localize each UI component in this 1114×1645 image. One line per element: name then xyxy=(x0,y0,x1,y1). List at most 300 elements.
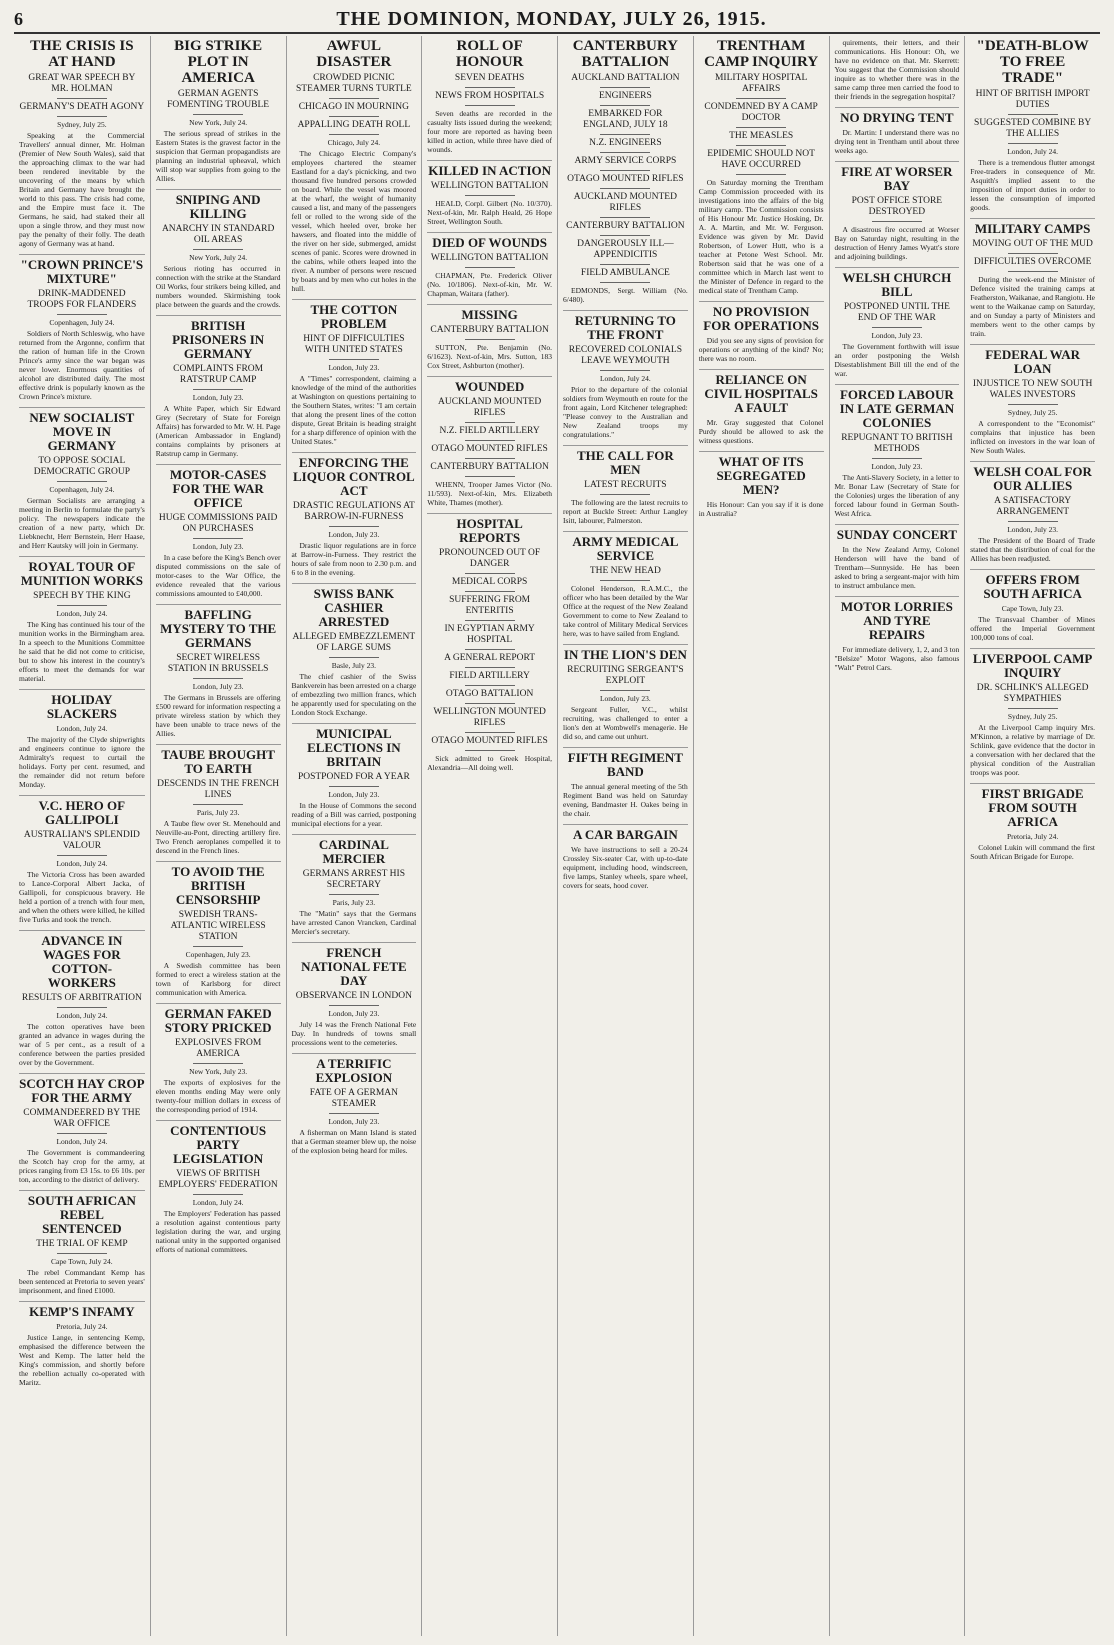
article xyxy=(292,299,417,446)
headline: KILLED IN ACTION xyxy=(428,163,552,178)
headline: BIG STRIKE PLOT IN AMERICA xyxy=(174,38,263,86)
article xyxy=(19,795,145,924)
short-rule xyxy=(57,1007,107,1008)
subheadline: POSTPONED FOR A YEAR xyxy=(297,772,410,782)
article xyxy=(563,445,688,525)
short-rule xyxy=(465,267,515,268)
subheadline: HINT OF DIFFICULTIES WITH UNITED STATES xyxy=(303,334,405,355)
short-rule xyxy=(736,98,786,99)
subheadline: LATEST RECRUITS xyxy=(584,480,667,490)
subheadline: ALLEGED EMBEZZLEMENT OF LARGE SUMS xyxy=(292,632,416,653)
article-divider xyxy=(156,464,281,465)
subheadline: VIEWS OF BRITISH EMPLOYERS' FEDERATION xyxy=(158,1169,278,1190)
article-divider xyxy=(835,107,960,108)
article-body: His Honour: Can you say if it is done in Australia? xyxy=(698,500,824,518)
headline: FRENCH NATIONAL FETE DAY xyxy=(301,945,407,988)
column-3 xyxy=(286,36,422,1636)
masthead xyxy=(14,6,1100,34)
article-body: The "Matin" says that the Germans have arrested Canon Vrancken, Cardinal Mercier's secretary. xyxy=(291,909,417,936)
article-divider xyxy=(970,218,1095,219)
subheadline: EMBARKED FOR ENGLAND, JULY 18 xyxy=(583,109,668,130)
headline: THE CALL FOR MEN xyxy=(576,448,674,477)
article-divider xyxy=(835,267,960,268)
article-body: The serious spread of strikes in the Eastern States is the gravest factor in the suspicion that German propagandists are planning an industrial upheaval, which will stop war supplies from going to the Allies. xyxy=(155,129,281,183)
article-body: WHENN, Trooper James Victor (No. 11/593). Next-of-kin, Mrs. Elizabeth White, Thames (mother). xyxy=(427,480,552,507)
headline: SOUTH AFRICAN REBEL SENTENCED xyxy=(27,1193,136,1236)
article xyxy=(427,38,552,154)
subheadline: DIFFICULTIES OVERCOME xyxy=(973,257,1092,267)
article xyxy=(156,744,281,855)
headline: "DEATH-BLOW TO FREE TRADE" xyxy=(976,38,1089,86)
dateline: London, July 24. xyxy=(56,859,108,868)
headline: NO PROVISION FOR OPERATIONS xyxy=(703,304,819,333)
short-rule xyxy=(736,174,786,175)
article-body: At the Liverpool Camp inquiry Mrs. M'Kinnon, a relative by marriage of Dr. Schlink, gave evidence that the doctor in a conversation with her declared that the physical condition of the Australian troops was poor. xyxy=(970,723,1095,777)
subheadline: DRINK-MADDENED TROOPS FOR FLANDERS xyxy=(27,289,137,310)
subheadline: SWEDISH TRANS-ATLANTIC WIRELESS STATION xyxy=(170,910,266,942)
dateline: London, July 23. xyxy=(1007,525,1059,534)
short-rule xyxy=(193,1063,243,1064)
subheadline: WELLINGTON BATTALION xyxy=(430,181,549,191)
subheadline: WELLINGTON BATTALION xyxy=(430,253,549,263)
article xyxy=(970,783,1095,861)
headline: WHAT OF ITS SEGREGATED MEN? xyxy=(716,454,806,497)
article-divider xyxy=(563,644,688,645)
short-rule xyxy=(57,605,107,606)
headline: MOTOR LORRIES AND TYRE REPAIRS xyxy=(840,599,953,642)
dateline: Cape Town, July 23. xyxy=(1001,604,1064,613)
column-2 xyxy=(150,36,286,1636)
short-rule xyxy=(193,1194,243,1195)
short-rule xyxy=(193,538,243,539)
short-rule xyxy=(465,87,515,88)
short-rule xyxy=(465,476,515,477)
short-rule xyxy=(736,127,786,128)
headline: CARDINAL MERCIER xyxy=(318,837,389,866)
short-rule xyxy=(57,314,107,315)
short-rule xyxy=(1008,114,1058,115)
article xyxy=(563,747,688,818)
article-divider xyxy=(19,689,145,690)
headline: ENFORCING THE LIQUOR CONTROL ACT xyxy=(293,455,415,498)
article-body: The following are the latest recruits to report at Buckle Street: Arthur Langley Isitt, labourer, Palmerston. xyxy=(563,498,688,525)
article-divider xyxy=(970,569,1095,570)
headline: A TERRIFIC EXPLOSION xyxy=(315,1056,393,1085)
article xyxy=(156,1120,281,1254)
headline: THE COTTON PROBLEM xyxy=(310,302,398,331)
article xyxy=(427,513,552,772)
subheadline: CHICAGO IN MOURNING xyxy=(298,102,410,112)
headline: WELSH CHURCH BILL xyxy=(842,270,952,299)
subheadline: FATE OF A GERMAN STEAMER xyxy=(309,1088,398,1109)
article-divider xyxy=(156,604,281,605)
article-divider xyxy=(19,556,145,557)
article-body: Sick admitted to Greek Hospital, Alexandria—All doing well. xyxy=(427,754,552,772)
article-divider xyxy=(699,369,824,370)
short-rule xyxy=(465,339,515,340)
subheadline: THE TRIAL OF KEMP xyxy=(36,1239,128,1249)
subheadline: REPUGNANT TO BRITISH METHODS xyxy=(841,433,953,454)
article-body: The cotton operatives have been granted an advance in wages during the war of 5 per cent., as a result of a conference between the parties presided over by the Government. xyxy=(19,1022,145,1067)
subheadline: MEDICAL CORPS xyxy=(451,577,528,587)
short-rule xyxy=(329,116,379,117)
article xyxy=(156,604,281,738)
subheadline: DANGEROUSLY ILL—APPENDICITIS xyxy=(577,239,674,260)
headline: AWFUL DISASTER xyxy=(316,38,392,70)
short-rule xyxy=(193,946,243,947)
article-divider xyxy=(699,451,824,452)
short-rule xyxy=(465,591,515,592)
short-rule xyxy=(329,134,379,135)
article-divider xyxy=(156,1003,281,1004)
article-body: A disastrous fire occurred at Worser Bay on Saturday night, resulting in the destruction of Henry James Wyatt's store and adjoining buildings. xyxy=(834,225,960,261)
article-divider xyxy=(156,315,281,316)
headline: FIRE AT WORSER BAY xyxy=(841,164,953,193)
article xyxy=(835,384,960,518)
article-divider xyxy=(292,583,417,584)
dateline: London, July 23. xyxy=(328,790,380,799)
article-divider xyxy=(563,824,688,825)
article-body: EDMONDS, Sergt. William (No. 6/480). xyxy=(563,286,688,304)
article-divider xyxy=(156,189,281,190)
subheadline: AUSTRALIAN'S SPLENDID VALOUR xyxy=(23,830,140,851)
headline: NEW SOCIALIST MOVE IN GERMANY xyxy=(29,410,135,453)
short-rule xyxy=(1008,143,1058,144)
short-rule xyxy=(600,188,650,189)
dateline: New York, July 24. xyxy=(189,253,248,262)
article-divider xyxy=(427,232,552,233)
short-rule xyxy=(193,249,243,250)
dateline: London, July 23. xyxy=(328,363,380,372)
subheadline: FIELD AMBULANCE xyxy=(580,268,670,278)
article xyxy=(699,451,824,518)
short-rule xyxy=(600,690,650,691)
column-6 xyxy=(693,36,829,1636)
article xyxy=(835,107,960,155)
short-rule xyxy=(193,804,243,805)
subheadline: FIELD ARTILLERY xyxy=(449,671,530,681)
article xyxy=(19,38,145,248)
short-rule xyxy=(193,114,243,115)
article-body: HEALD, Corpl. Gilbert (No. 10/370). Next-of-kin, Mr. Ralph Heald, 26 Hope Street, Wellington South. xyxy=(427,199,552,226)
article xyxy=(19,1190,145,1295)
article xyxy=(427,304,552,370)
subheadline: NEWS FROM HOSPITALS xyxy=(435,91,545,101)
dateline: Paris, July 23. xyxy=(332,898,376,907)
subheadline: AUCKLAND MOUNTED RIFLES xyxy=(438,397,542,418)
short-rule xyxy=(1008,271,1058,272)
article-body: The Employers' Federation has passed a resolution against contentious party legislation during the war, and urging national unity in the supported organised efforts of national committees. xyxy=(155,1209,281,1254)
headline: MISSING xyxy=(461,307,518,322)
article xyxy=(156,189,281,309)
article-body: July 14 was the French National Fete Day. In hundreds of towns small processions went to the cemeteries. xyxy=(291,1020,417,1047)
article-divider xyxy=(970,648,1095,649)
short-rule xyxy=(1008,708,1058,709)
subheadline: ANARCHY IN STANDARD OIL AREAS xyxy=(161,224,275,245)
subheadline: PRONOUNCED OUT OF DANGER xyxy=(439,548,541,569)
subheadline: SUFFERING FROM ENTERITIS xyxy=(449,595,531,616)
article-divider xyxy=(19,1073,145,1074)
article xyxy=(292,942,417,1047)
short-rule xyxy=(57,1133,107,1134)
dateline: Sydney, July 25. xyxy=(57,120,107,129)
headline: ADVANCE IN WAGES FOR COTTON-WORKERS xyxy=(41,933,123,990)
article xyxy=(835,267,960,378)
column-4 xyxy=(421,36,557,1636)
article-body: During the week-end the Minister of Defence visited the training camps at Featherston, Waikanae, and Rangiotu. He went to the Waikanae camp on Saturday, and on Sunday a party of Ministers and members went to the other camps by train. xyxy=(970,275,1095,338)
short-rule xyxy=(329,894,379,895)
article-divider xyxy=(292,1053,417,1054)
article xyxy=(156,861,281,997)
dateline: New York, July 23. xyxy=(189,1067,248,1076)
short-rule xyxy=(57,116,107,117)
article-divider xyxy=(427,513,552,514)
article-body: The Government forthwith will issue an order postponing the Welsh Disestablishment Bill till the end of the war. xyxy=(834,342,960,378)
subheadline: SEVEN DEATHS xyxy=(454,73,525,83)
article-divider xyxy=(563,531,688,532)
columns-container xyxy=(14,36,1100,1636)
article-body: The annual general meeting of the 5th Regiment Band was held on Saturday evening, Bandmaster H. Oakes being in the chair. xyxy=(563,782,688,818)
subheadline: N.Z. FIELD ARTILLERY xyxy=(439,426,540,436)
short-rule xyxy=(600,152,650,153)
short-rule xyxy=(57,855,107,856)
article xyxy=(156,38,281,183)
short-rule xyxy=(329,1113,379,1114)
article-body: The President of the Board of Trade stated that the distribution of coal for the Allies has been readjusted. xyxy=(970,536,1095,563)
short-rule xyxy=(872,458,922,459)
headline: HOSPITAL REPORTS xyxy=(456,516,523,545)
headline: A CAR BARGAIN xyxy=(573,827,678,842)
article xyxy=(19,689,145,789)
article xyxy=(835,524,960,590)
dateline: London, July 23. xyxy=(328,1117,380,1126)
article-body: Drastic liquor regulations are in force at Barrow-in-Furness. They restrict the hours of sale from noon to 2.30 p.m. and 6 to 8 in the evening. xyxy=(291,541,417,577)
article-divider xyxy=(970,461,1095,462)
short-rule xyxy=(329,657,379,658)
article xyxy=(19,1073,145,1184)
article-body: The rebel Commandant Kemp has been sentenced at Pretoria to seven years' imprisonment, and fined £1000. xyxy=(19,1268,145,1295)
article-body: The Anti-Slavery Society, in a letter to Mr. Bonar Law (Secretary of State for the Colonies) urges the liberation of any forced labour found in German South-West Africa. xyxy=(834,473,960,518)
article-divider xyxy=(19,930,145,931)
article-divider xyxy=(156,861,281,862)
short-rule xyxy=(465,750,515,751)
article-body: SUTTON, Pte. Benjamin (No. 6/1623). Next-of-kin, Mrs. Sutton, 183 Cox Street, Ashburton (mother). xyxy=(427,343,552,370)
headline: V.C. HERO OF GALLIPOLI xyxy=(38,798,126,827)
page-number: 6 xyxy=(14,8,23,29)
article-divider xyxy=(19,1190,145,1191)
dateline: London, July 24. xyxy=(599,374,651,383)
headline: ROLL OF HONOUR xyxy=(455,38,524,70)
short-rule xyxy=(465,458,515,459)
article-body: Dr. Martin: I understand there was no drying tent in Trentham until about three weeks ago. xyxy=(834,128,960,155)
short-rule xyxy=(193,678,243,679)
short-rule xyxy=(600,235,650,236)
dateline: London, July 23. xyxy=(192,393,244,402)
article-body: The King has continued his tour of the munition works in the Birmingham area. In a speech to the Munitions Committee he said that he did not come to criticise, but to show his interest in the country's efforts to meet the demands for war material. xyxy=(19,620,145,683)
short-rule xyxy=(1008,253,1058,254)
headline: SWISS BANK CASHIER ARRESTED xyxy=(313,586,395,629)
short-rule xyxy=(600,87,650,88)
column-8 xyxy=(964,36,1100,1636)
article xyxy=(563,38,688,304)
article-body: A fisherman on Mann Island is stated that a German steamer blew up, the noise of the explosion being heard for miles. xyxy=(291,1128,417,1155)
subheadline: POSTPONED UNTIL THE END OF THE WAR xyxy=(843,302,950,323)
article xyxy=(292,834,417,936)
article-body: A Swedish committee has been formed to erect a wireless station at the town of Karlsborg for direct communication with America. xyxy=(155,961,281,997)
subheadline: RESULTS OF ARBITRATION xyxy=(21,993,142,1003)
article-divider xyxy=(156,744,281,745)
article-body: The Transvaal Chamber of Mines offered the Imperial Government 100,000 tons of coal. xyxy=(970,615,1095,642)
article-divider xyxy=(19,407,145,408)
column-5 xyxy=(557,36,693,1636)
headline: LIVERPOOL CAMP INQUIRY xyxy=(972,651,1093,680)
article xyxy=(563,824,688,890)
subheadline: CANTERBURY BATTALION xyxy=(566,221,685,231)
headline: SUNDAY CONCERT xyxy=(836,527,958,542)
article xyxy=(970,461,1095,563)
dateline: New York, July 24. xyxy=(189,118,248,127)
short-rule xyxy=(465,667,515,668)
article xyxy=(699,301,824,363)
headline: FEDERAL WAR LOAN xyxy=(985,347,1080,376)
article xyxy=(835,161,960,261)
article xyxy=(563,644,688,741)
article-body: Colonel Henderson, R.A.M.C., the officer who has been detailed by the War Office at the request of the New Zealand Government to come to New Zealand to take control of Military Medical Services here, was to have sailed from England. xyxy=(563,584,688,638)
short-rule xyxy=(465,105,515,106)
article xyxy=(970,38,1095,212)
short-rule xyxy=(1008,521,1058,522)
subheadline: HUGE COMMISSIONS PAID ON PURCHASES xyxy=(158,513,278,534)
article-divider xyxy=(699,301,824,302)
article-divider xyxy=(427,376,552,377)
article-divider xyxy=(292,299,417,300)
article xyxy=(835,596,960,672)
article xyxy=(19,1301,145,1387)
short-rule xyxy=(57,98,107,99)
subheadline: OTAGO MOUNTED RIFLES xyxy=(431,736,548,746)
subheadline: OBSERVANCE IN LONDON xyxy=(295,991,412,1001)
short-rule xyxy=(600,264,650,265)
article-body: Soldiers of North Schleswig, who have returned from the Argonne, confirm that the ration of human life in the Crown Prince's army since the war began was never lower. Enormous quantities of alcohol are distributed daily. The most effective drink is popularly known as the Crown Prince's mixture. xyxy=(19,329,145,401)
headline: WOUNDED xyxy=(454,379,525,394)
headline: FIRST BRIGADE FROM SOUTH AFRICA xyxy=(981,786,1084,829)
dateline: London, July 24. xyxy=(192,1198,244,1207)
subheadline: GERMANY'S DEATH AGONY xyxy=(19,102,145,112)
headline: DIED OF WOUNDS xyxy=(432,235,548,250)
subheadline: HINT OF BRITISH IMPORT DUTIES xyxy=(975,89,1090,110)
dateline: Chicago, July 24. xyxy=(327,138,381,147)
short-rule xyxy=(329,526,379,527)
subheadline: THE NEW HEAD xyxy=(589,566,661,576)
article-divider xyxy=(563,747,688,748)
subheadline: A SATISFACTORY ARRANGEMENT xyxy=(994,496,1072,517)
article-body: Did you see any signs of provision for operations or anything of the kind? No; there was no room. xyxy=(698,336,824,363)
subheadline: OTAGO BATTALION xyxy=(445,689,534,699)
short-rule xyxy=(1008,404,1058,405)
subheadline: CANTERBURY BATTALION xyxy=(430,325,549,335)
subheadline: WELLINGTON MOUNTED RIFLES xyxy=(433,707,546,728)
article-body: We have instructions to sell a 20-24 Crossley Six-seater Car, with up-to-date equipment, including hood, windscreen, five lamps, Stanley wheels, spare wheel, covers for seats, hood cover. xyxy=(563,845,688,890)
short-rule xyxy=(600,282,650,283)
dateline: Sydney, July 25. xyxy=(1007,408,1058,417)
short-rule xyxy=(872,327,922,328)
short-rule xyxy=(465,703,515,704)
short-rule xyxy=(57,481,107,482)
subheadline: A GENERAL REPORT xyxy=(444,653,536,663)
article-body: In the New Zealand Army, Colonel Henderson will have the band of Trentham—Sunnyside. He has been asked to bring a sergeant-major with him to instruct ambulance men. xyxy=(834,545,960,590)
article xyxy=(19,407,145,550)
article-body: For immediate delivery, 1, 2, and 3 ton "Belsize" Motor Wagons, also famous "Walt" Petrol Cars. xyxy=(834,645,960,672)
headline: TAUBE BROUGHT TO EARTH xyxy=(161,747,275,776)
subheadline: AUCKLAND MOUNTED RIFLES xyxy=(573,192,677,213)
short-rule xyxy=(465,732,515,733)
article-divider xyxy=(563,310,688,311)
headline: CONTENTIOUS PARTY LEGISLATION xyxy=(170,1123,267,1166)
subheadline: DESCENDS IN THE FRENCH LINES xyxy=(157,779,280,800)
subheadline: OTAGO MOUNTED RIFLES xyxy=(567,174,684,184)
article xyxy=(563,531,688,638)
article-body: A Taube flew over St. Menehould and Neuville-au-Pont, directing artillery fire. Two French aeroplanes compelled it to descend in the French lines. xyxy=(155,819,281,855)
short-rule xyxy=(600,494,650,495)
dateline: London, July 24. xyxy=(1007,147,1059,156)
short-rule xyxy=(329,1005,379,1006)
short-rule xyxy=(465,620,515,621)
subheadline: EXPLOSIVES FROM AMERICA xyxy=(174,1038,262,1059)
dateline: London, July 23. xyxy=(192,682,244,691)
subheadline: OTAGO MOUNTED RIFLES xyxy=(431,444,548,454)
article-body: In the House of Commons the second reading of a Bill was carried, postponing municipal elections for a year. xyxy=(291,801,417,828)
headline: TRENTHAM CAMP INQUIRY xyxy=(704,38,819,70)
headline: BAFFLING MYSTERY TO THE GERMANS xyxy=(160,607,277,650)
dateline: London, July 23. xyxy=(871,462,923,471)
article-divider xyxy=(292,723,417,724)
dateline: Paris, July 23. xyxy=(196,808,240,817)
headline: ARMY MEDICAL SERVICE xyxy=(572,534,679,563)
article-body: Colonel Lukin will command the first South African Brigade for Europe. xyxy=(970,843,1095,861)
article-body: The Government is commandeering the Scotch hay crop for the army, at prices ranging from £3 15s. to £6 10s. per ton, according to the district of delivery. xyxy=(19,1148,145,1184)
dateline: London, July 23. xyxy=(328,530,380,539)
short-rule xyxy=(193,389,243,390)
article xyxy=(292,583,417,717)
article-divider xyxy=(970,344,1095,345)
subheadline: COMPLAINTS FROM RATSTRUP CAMP xyxy=(173,364,264,385)
article-divider xyxy=(19,795,145,796)
subheadline: CANTERBURY BATTALION xyxy=(430,462,549,472)
subheadline: MOVING OUT OF THE MUD xyxy=(972,239,1093,249)
article-divider xyxy=(19,254,145,255)
article xyxy=(292,723,417,828)
subheadline: SPEECH BY THE KING xyxy=(33,591,131,601)
article xyxy=(292,1053,417,1155)
headline: RETURNING TO THE FRONT xyxy=(574,313,676,342)
article-body: quirements, their letters, and their communications. His Honour: Oh, we have no evidence on that. Mr. Skerrett: You suggest that the Commission should inquire as to whether there was in the same camp three men carried the food to their friends in the segregation hospital? xyxy=(834,38,960,101)
article xyxy=(156,464,281,598)
dateline: London, July 24. xyxy=(56,1137,108,1146)
article xyxy=(427,232,552,298)
headline: THE CRISIS IS AT HAND xyxy=(30,38,134,70)
subheadline: IN EGYPTIAN ARMY HOSPITAL xyxy=(444,624,535,645)
article-body: Mr. Gray suggested that Colonel Purdy should be allowed to ask the witness questions. xyxy=(698,418,824,445)
article-body: In a case before the King's Bench over disputed commissions on the sale of motor-cases to the War Office, the evidence revealed that the various commissions amounted to £40,000. xyxy=(155,553,281,598)
short-rule xyxy=(600,170,650,171)
short-rule xyxy=(329,359,379,360)
article xyxy=(427,160,552,226)
article-body: Seven deaths are recorded in the casualty lists issued during the weekend; four more are reported as having been killed in action, while three have died of wounds. xyxy=(427,109,552,154)
article-body: Justice Lange, in sentencing Kemp, emphasised the difference between the West and Kemp. The latter held the King's commission, and shortly before the rebellion actually co-operated with Maritz. xyxy=(19,1333,145,1387)
subheadline: DRASTIC REGULATIONS AT BARROW-IN-FURNESS xyxy=(292,501,415,522)
subheadline: CROWDED PICNIC STEAMER TURNS TURTLE xyxy=(296,73,412,94)
dateline: Cape Town, July 24. xyxy=(51,1257,113,1266)
